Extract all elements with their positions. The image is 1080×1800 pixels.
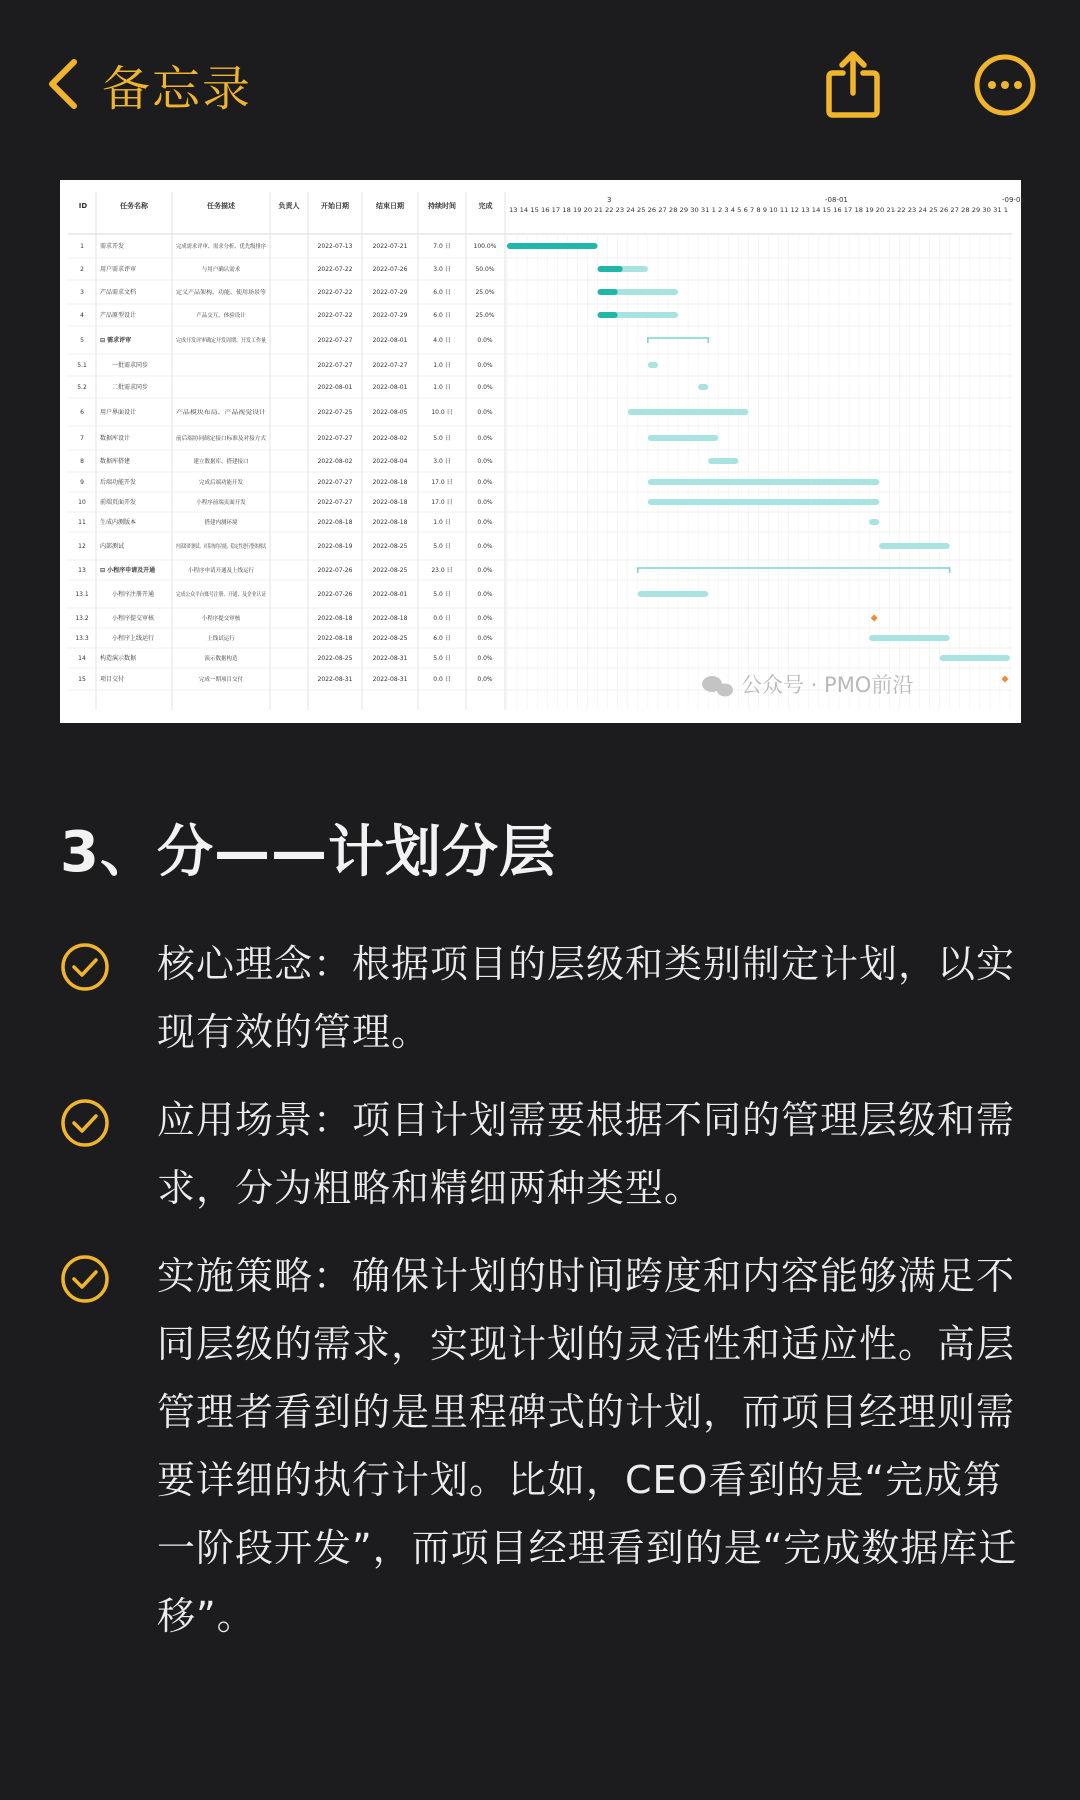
chevron-left-icon	[44, 56, 84, 112]
task-id: 5.1	[77, 362, 87, 369]
task-start-date: 2022-07-27	[317, 362, 353, 369]
check-circle-icon	[60, 1254, 110, 1304]
task-percent-complete: 0.0%	[477, 615, 493, 622]
task-start-date: 2022-08-02	[317, 458, 353, 465]
task-start-date: 2022-07-22	[317, 289, 353, 296]
task-name: 小程序上线运行	[112, 635, 155, 642]
task-percent-complete: 0.0%	[477, 435, 493, 442]
gantt-bar	[698, 384, 708, 390]
section-heading: 3、分——计划分层	[60, 820, 556, 885]
task-end-date: 2022-08-25	[372, 567, 408, 574]
task-end-date: 2022-08-01	[372, 384, 408, 391]
gantt-bar	[648, 435, 718, 441]
task-description: 产品模块布局、产品视觉设计	[176, 410, 248, 416]
more-icon	[973, 53, 1037, 117]
task-duration: 3.0 日	[433, 266, 451, 273]
task-description: 小程序申请开通及上线运行	[187, 568, 255, 574]
task-percent-complete: 0.0%	[477, 362, 493, 369]
task-end-date: 2022-08-04	[372, 458, 408, 465]
task-start-date: 2022-07-26	[317, 567, 353, 574]
task-percent-complete: 25.0%	[475, 289, 495, 296]
gantt-bar	[648, 499, 879, 505]
task-name: ⊟ 小程序申请及开通	[100, 567, 156, 574]
share-icon	[823, 49, 883, 121]
check-circle-icon	[60, 1098, 110, 1148]
gantt-progress-bar	[598, 289, 618, 295]
task-start-date: 2022-07-27	[317, 337, 353, 344]
task-name: 后端功能开发	[100, 479, 137, 486]
task-duration: 7.0 日	[433, 243, 451, 250]
task-name: 产品原型设计	[100, 312, 137, 319]
task-end-date: 2022-08-18	[372, 479, 408, 486]
task-duration: 6.0 日	[433, 312, 451, 319]
task-description: 与用户确认需求	[201, 267, 241, 273]
timeline-month-label: 3	[607, 196, 612, 204]
gantt-background	[60, 180, 1021, 723]
gantt-chart-image[interactable]	[60, 180, 1025, 723]
task-end-date: 2022-07-26	[372, 266, 408, 273]
task-id: 10	[78, 499, 86, 506]
task-id: 3	[80, 289, 84, 296]
task-duration: 10.0 日	[431, 409, 453, 416]
task-start-date: 2022-07-22	[317, 266, 353, 273]
task-id: 12	[78, 543, 86, 550]
task-end-date: 2022-08-25	[372, 543, 408, 550]
task-end-date: 2022-08-01	[372, 591, 408, 598]
task-id: 13	[78, 567, 86, 574]
task-start-date: 2022-07-13	[317, 243, 353, 250]
task-duration: 5.0 日	[433, 591, 451, 598]
gantt-bar	[648, 362, 658, 368]
task-name: 生成内测版本	[100, 519, 137, 526]
task-duration: 6.0 日	[433, 635, 451, 642]
task-start-date: 2022-08-25	[317, 655, 353, 662]
task-description: 搭建内测环境	[204, 520, 238, 526]
task-percent-complete: 0.0%	[477, 543, 493, 550]
column-header: 任务描述	[207, 202, 235, 210]
column-header: 负责人	[278, 202, 300, 210]
task-name: 用户界面设计	[100, 409, 137, 416]
watermark-text: 公众号 · PMO前沿	[741, 673, 914, 697]
task-duration: 17.0 日	[431, 479, 453, 486]
task-name: 内部测试	[100, 543, 125, 550]
task-id: 4	[80, 312, 84, 319]
task-percent-complete: 0.0%	[477, 655, 493, 662]
task-start-date: 2022-07-27	[317, 479, 353, 486]
task-end-date: 2022-08-05	[372, 409, 408, 416]
task-id: 7	[80, 435, 84, 442]
task-percent-complete: 0.0%	[477, 337, 493, 344]
timeline-month-label: -09-01	[1002, 196, 1025, 204]
task-id: 5	[80, 337, 84, 344]
gantt-bar	[879, 543, 949, 549]
task-description: 完成后端功能开发	[198, 480, 244, 486]
task-id: 5.2	[77, 384, 87, 391]
column-header: 任务名称	[120, 202, 148, 210]
list-item	[60, 930, 1040, 1066]
task-start-date: 2022-07-22	[317, 312, 353, 319]
list-item	[60, 1242, 1040, 1650]
task-percent-complete: 25.0%	[475, 312, 495, 319]
gantt-bar	[869, 519, 879, 525]
task-end-date: 2022-07-29	[372, 312, 408, 319]
task-duration: 5.0 日	[433, 543, 451, 550]
task-start-date: 2022-07-26	[317, 591, 353, 598]
task-description: 演示数据构造	[204, 656, 238, 662]
gantt-bar	[940, 655, 1010, 661]
list-item-text: 核心理念：根据项目的层级和类别制定计划，以实现有效的管理。	[157, 942, 1016, 1054]
task-id: 15	[78, 676, 86, 683]
task-description: 完成公众平台账号注册、开通、及企业认证	[176, 592, 281, 598]
task-end-date: 2022-07-29	[372, 289, 408, 296]
task-duration: 1.0 日	[433, 362, 451, 369]
task-name: 二批需求同步	[112, 384, 149, 391]
more-button[interactable]	[962, 42, 1048, 128]
column-header: 开始日期	[321, 202, 349, 210]
column-header: 完成	[478, 202, 493, 210]
task-duration: 17.0 日	[431, 499, 453, 506]
navigation-bar	[0, 0, 1080, 170]
task-end-date: 2022-07-21	[372, 243, 408, 250]
task-start-date: 2022-08-18	[317, 615, 353, 622]
task-name: 数据库搭建	[100, 458, 131, 465]
column-header: 结束日期	[376, 202, 404, 210]
task-id: 11	[78, 519, 86, 526]
task-duration: 5.0 日	[433, 655, 451, 662]
task-start-date: 2022-07-27	[317, 435, 353, 442]
task-duration: 0.0 日	[433, 615, 451, 622]
task-duration: 6.0 日	[433, 289, 451, 296]
task-id: 14	[78, 655, 86, 662]
task-start-date: 2022-08-31	[317, 676, 353, 683]
task-duration: 1.0 日	[433, 384, 451, 391]
back-button[interactable]	[44, 52, 252, 116]
task-end-date: 2022-08-02	[372, 435, 408, 442]
task-description: 前后端协同制定接口标准及对接方式	[176, 436, 265, 442]
task-end-date: 2022-08-18	[372, 499, 408, 506]
list-item-text: 实施策略：确保计划的时间跨度和内容能够满足不同层级的需求，实现计划的灵活性和适应性。高层管理者看到的是里程碑式的计划，而项目经理则需要详细的执行计划。比如，CEO看到的是“完成第一阶段开发”，而项目经理看到的是“完成数据库迁移”。	[157, 1254, 1018, 1638]
task-end-date: 2022-08-25	[372, 635, 408, 642]
gantt-bar	[869, 635, 949, 641]
task-end-date: 2022-08-18	[372, 519, 408, 526]
task-duration: 5.0 日	[433, 435, 451, 442]
task-percent-complete: 0.0%	[477, 676, 493, 683]
task-end-date: 2022-08-31	[372, 676, 408, 683]
task-percent-complete: 0.0%	[477, 409, 493, 416]
task-description: 小程序提交审核	[201, 616, 241, 622]
task-duration: 0.0 日	[433, 676, 451, 683]
task-start-date: 2022-08-01	[317, 384, 353, 391]
task-name: 用户需求评审	[100, 266, 137, 273]
task-percent-complete: 50.0%	[475, 266, 495, 273]
task-start-date: 2022-08-18	[317, 519, 353, 526]
task-duration: 1.0 日	[433, 519, 451, 526]
task-start-date: 2022-08-19	[317, 543, 353, 550]
task-percent-complete: 0.0%	[477, 384, 493, 391]
gantt-progress-bar	[598, 312, 618, 318]
task-id: 8	[80, 458, 84, 465]
task-id: 2	[80, 266, 84, 273]
task-name: ⊟ 需求评审	[100, 337, 132, 344]
gantt-progress-bar	[507, 243, 598, 249]
task-name: 前端页面开发	[100, 499, 137, 506]
task-end-date: 2022-08-31	[372, 655, 408, 662]
task-percent-complete: 0.0%	[477, 567, 493, 574]
task-percent-complete: 100.0%	[473, 243, 497, 250]
gantt-bar	[628, 409, 749, 415]
gantt-bar	[638, 591, 708, 597]
column-header: 持续时间	[428, 202, 456, 210]
task-percent-complete: 0.0%	[477, 519, 493, 526]
task-id: 1	[80, 243, 84, 250]
task-id: 13.1	[75, 591, 89, 598]
task-description: 内部组织测试、对系统的功能、稳定性进行整体测试	[176, 544, 303, 550]
task-start-date: 2022-07-25	[317, 409, 353, 416]
task-duration: 23.0 日	[431, 567, 453, 574]
gantt-bar	[648, 479, 879, 485]
back-label: 备忘录	[102, 60, 253, 117]
task-name: 小程序提交审核	[112, 615, 155, 622]
task-name: 一批需求同步	[112, 362, 149, 369]
task-end-date: 2022-08-01	[372, 337, 408, 344]
task-id: 13.2	[75, 615, 89, 622]
task-id: 6	[80, 409, 84, 416]
share-button[interactable]	[810, 42, 896, 128]
task-description: 完成需求评审、需求分析、优先级排序	[176, 244, 270, 250]
task-start-date: 2022-07-27	[317, 499, 353, 506]
timeline-day-labels: 13 14 15 16 17 18 19 20 21 22 23 24 25 26 27 28 29 30 31 1 2 3 4 5 6 7 8 9 10 11 12 13 14 15 16 17 18 19 20 21 22 23 24 25 26 27 28 29 30 31 1	[509, 207, 1009, 214]
gantt-progress-bar	[598, 266, 623, 272]
task-description: 完成一期项目交付	[198, 677, 244, 683]
task-description: 小程序前端页面开发	[196, 500, 246, 506]
check-circle-icon	[60, 942, 110, 992]
task-percent-complete: 0.0%	[477, 479, 493, 486]
task-percent-complete: 0.0%	[477, 499, 493, 506]
task-id: 13.3	[75, 635, 89, 642]
task-end-date: 2022-07-27	[372, 362, 408, 369]
task-description: 上线试运行	[207, 636, 235, 642]
task-percent-complete: 0.0%	[477, 591, 493, 598]
task-name: 数据库设计	[100, 435, 131, 442]
task-duration: 4.0 日	[433, 337, 451, 344]
task-id: 9	[80, 479, 84, 486]
gantt-bar	[708, 458, 738, 464]
task-name: 小程序注册开通	[112, 591, 155, 598]
list-item-text: 应用场景：项目计划需要根据不同的管理层级和需求，分为粗略和精细两种类型。	[157, 1098, 1016, 1210]
task-start-date: 2022-08-18	[317, 635, 353, 642]
task-description: 完成开发评审确定开发周期、开发工作量	[176, 338, 276, 344]
task-percent-complete: 0.0%	[477, 458, 493, 465]
timeline-month-label: -08-01	[825, 196, 848, 204]
task-name: 产品需求文档	[100, 289, 137, 296]
task-name: 项目交付	[100, 676, 125, 683]
list-item	[60, 1086, 1040, 1222]
task-description: 建立数据库、搭建接口	[193, 459, 249, 465]
task-name: 构造演示数据	[100, 655, 137, 662]
task-description: 产品交互、体验设计	[196, 313, 246, 319]
task-end-date: 2022-08-18	[372, 615, 408, 622]
column-header: ID	[78, 202, 88, 210]
task-name: 需求开发	[100, 243, 125, 250]
task-description: 定义产品架构、功能、使用场景等	[176, 290, 259, 296]
task-duration: 3.0 日	[433, 458, 451, 465]
gantt-chart	[60, 180, 1025, 723]
task-percent-complete: 0.0%	[477, 635, 493, 642]
